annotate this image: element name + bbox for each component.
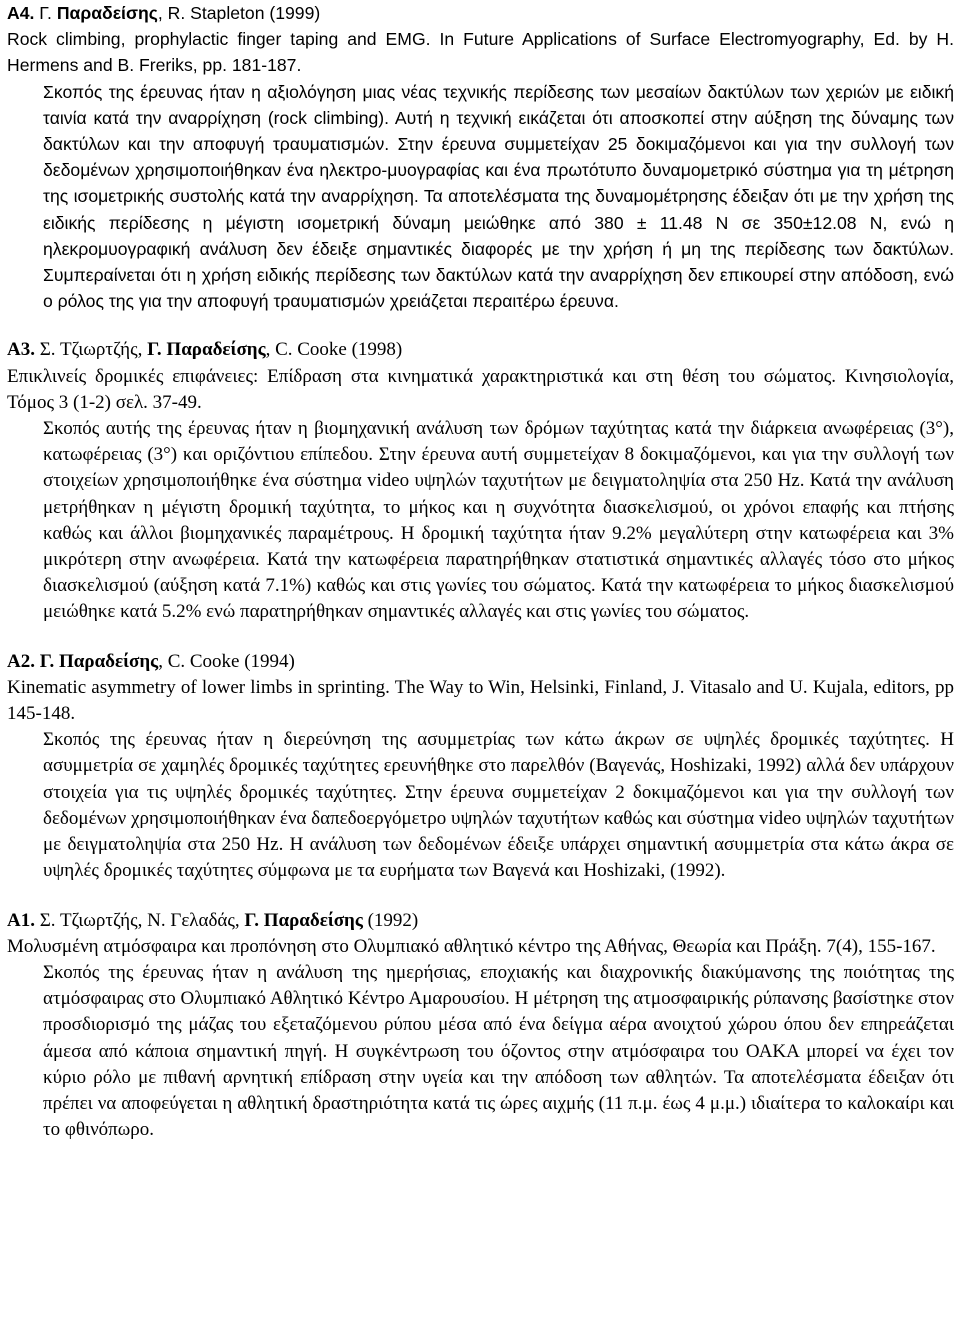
publication-entry-a1 (7, 908, 954, 1144)
publication-authors: Σ. Τζιωρτζής, Ν. Γελαδάς, (34, 909, 245, 931)
publication-authors-year: (1992) (362, 909, 419, 931)
publication-citation: Rock climbing, prophylactic finger taping and EMG. In Future Applications of Surface Electromyography, Ed. by H. Hermens and B. Freriks, pp. 181-187. (7, 29, 954, 76)
publication-citation: Μολυσμένη ατμόσφαιρα και προπόνηση στο Ολυμπιακό αθλητικό κέντρο της Αθήνας, Θεωρία και Πράξη. 7(4), 155-167. (7, 935, 936, 957)
publication-abstract: Σκοπός της έρευνας ήταν η αξιολόγηση μιας νέας τεχνικής περίδεσης των μεσαίων δακτύλων των χεριών με ειδική ταινία κατά την αναρρίχηση (rock climbing). Αυτή η τεχνική εικάζεται ότι αποσκοπεί στην αύξηση της δύναμης των δακτύλων και την αποφυγή τραυματισμών. Στην έρευνα συμμετείχαν 25 δοκιμαζόμενοι και για την συλλογή των δεδομένων χρησιμοποιήθηκαν ένα ηλεκτρο-μυογραφίας και ένα πρωτότυπο δυναμομετρικό σύστημα για τη μέτρηση της ισομετρικής συστολής κατά την αναρρίχηση. Τα αποτελέσματα της δυναμομέτρησης έδειξαν ότι με την χρήση της ειδικής περίδεσης η μέγιστη ισομετρική δύναμη μειώθηκε από 380 ± 11.48 N σε 350±12.08 N, ενώ η ηλεκρομυογραφική ανάλυση δεν έδειξε σημαντικές διαφορές με την χρήση ή μη της περίδεσης των δακτύλων. Συμπεραίνεται ότι η χρήση ειδικής περίδεσης των δακτύλων κατά την αναρρίχηση δεν επικουρεί στην απόδοση, ενώ ο ρόλος της για την αποφυγή τραυματισμών χρειάζεται περαιτέρω έρευνα. (43, 81, 954, 312)
publication-code: A4. (7, 3, 35, 23)
publication-entry-a4 (7, 0, 954, 314)
publication-author-highlight: Γ. Παραδείσης (39, 650, 159, 672)
publication-authors: Γ. (34, 3, 57, 23)
publication-author-highlight: Παραδείσης (56, 3, 158, 23)
publication-abstract: Σκοπός της έρευνας ήταν η διερεύνηση της ασυμμετρίας των κάτω άκρων σε υψηλές δρομικές ταχύτητες. Η ασυμμετρία σε χαμηλές δρομικές ταχύτητες ερευνήθηκε στο παρελθόν (Βαγενάς, Hoshizaki, 1992) αλλά δεν υπάρχουν στοιχεία για τις υψηλές δρομικές ταχύτητες. Στην έρευνα συμμετείχαν 2 δοκιμαζόμενοι και για την συλλογή των δεδομένων χρησιμοποιήθηκαν ένα δαπεδοεργόμετρο υψηλών ταχυτήτων καθώς και σύστημα video υψηλών ταχυτήτων με δειγματοληψία στα 250 Hz. Η ανάλυση των δεδομένων έδειξε υπάρχει σημαντική ασυμμετρία στα κάτω άκρα σε υψηλές δρομικές ταχύτητες σύμφωνα με τα ευρήματα των Βαγενά και Hoshizaki, (1992). (43, 729, 954, 882)
publication-entry-a3 (7, 337, 954, 625)
publication-citation: Επικλινείς δρομικές επιφάνειες: Επίδραση στα κινηματικά χαρακτηριστικά και στη θέση του σώματος. Κινησιολογία, Τόμος 3 (1-2) σελ. 37-49. (7, 365, 954, 413)
publication-authors-year: , R. Stapleton (1999) (157, 3, 321, 23)
publication-abstract: Σκοπός της έρευνας ήταν η ανάλυση της ημερήσιας, εποχιακής και διαχρονικής διακύμανσης της ποιότητας της ατμόσφαιρας στο Ολυμπιακό Αθλητικό Κέντρο Αμαρουσίου. Η μέτρηση της ατμοσφαιρικής ρύπανσης βασίστηκε στον προσδιορισμό της μάζας του εξεταζόμενου ρύπου μέσα από ένα δείγμα αέρα ανοιχτού χώρου όπου δεν επηρεάζεται άμεσα από κάποια σημαντική πηγή. Η συγκέντρωση του όζοντος στην ατμόσφαιρα του ΟΑΚΑ μπορεί να έχει τον κύριο ρόλο με πιθανή αρνητική επίδραση στην υγεία και την απόδοση των αθλητών. Τα αποτελέσματα έδειξαν ότι πρέπει να αποφεύγεται η αθλητική δραστηριότητα κατά τις ώρες αιχμής (11 π.μ. έως 4 μ.μ.) ιδιαίτερα το καλοκαίρι και το φθινόπωρο. (43, 961, 954, 1141)
publication-entry-a2 (7, 649, 954, 885)
publication-code: A3. (7, 339, 35, 361)
publication-reference (7, 649, 954, 728)
publication-author-highlight: Γ. Παραδείσης (244, 909, 363, 931)
publication-code: A2. (7, 650, 35, 672)
publication-author-highlight: Γ. Παραδείσης (147, 339, 266, 361)
publication-code: A1. (7, 909, 35, 931)
publication-authors-year: , C. Cooke (1994) (158, 650, 295, 672)
publication-authors: Σ. Τζιωρτζής, (34, 339, 148, 361)
publication-authors-year: , C. Cooke (1998) (265, 339, 403, 361)
publication-citation: Kinematic asymmetry of lower limbs in sprinting. The Way to Win, Helsinki, Finland, J. Vitasalo and U. Kujala, editors, pp 145-148. (7, 676, 954, 725)
publication-reference (7, 0, 954, 79)
publication-abstract: Σκοπός αυτής της έρευνας ήταν η βιομηχανική ανάλυση των δρόμων ταχύτητας κατά την διάρκεια ανωφέρειας (3°), κατωφέρειας (3°) και οριζόντιου επίπεδου. Στην έρευνα αυτή συμμετείχαν 8 δοκιμαζόμενοι, και για την συλλογή των στοιχείων χρησιμοποιήθηκε ένα σύστημα video υψηλών ταχυτήτων με δειγματοληψία στα 250 Hz. Κατά την ανάλυση μετρήθηκαν η μέγιστη δρομική ταχύτητα, το μήκος και η συχνότητα διασκελισμού, οι χρόνοι επαφής και πτήσης καθώς και άλλοι βιομηχανικές παραμέτρους. Η δρομική ταχύτητα ήταν 9.2% μεγαλύτερη στην κατωφέρεια και 3% μικρότερη στην ανωφέρεια. Κατά την κατωφέρεια παρατηρήθηκαν στατιστικά σημαντικές αλλαγές τόσο στο μήκος διασκελισμού (αύξηση κατά 7.1%) καθώς και στις γωνίες του σώματος. Κατά την κατωφέρεια το μήκος διασκελισμού μειώθηκε κατά 5.2% ενώ παρατηρήθηκαν σημαντικές αλλαγές και στις γωνίες του σώματος. (43, 418, 954, 623)
publication-reference (7, 337, 954, 416)
publication-reference (7, 908, 954, 960)
